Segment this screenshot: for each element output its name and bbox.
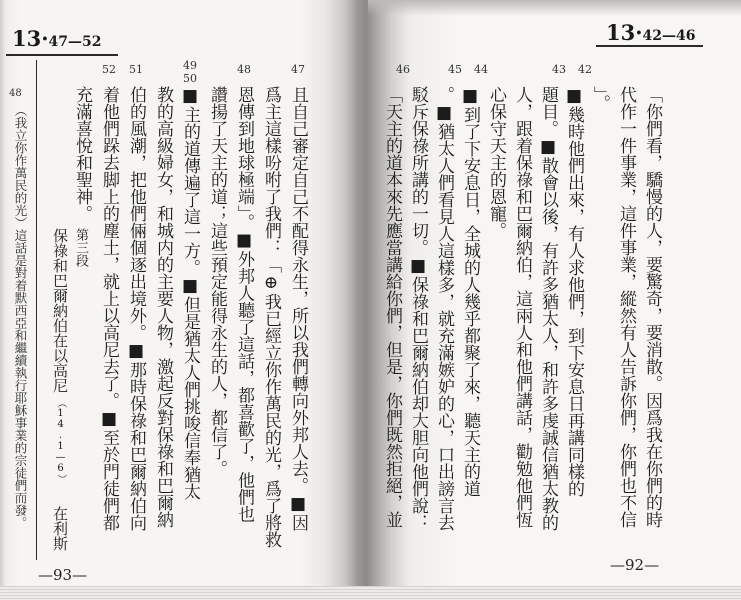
section-label: 第三段 bbox=[73, 228, 88, 267]
header-verse-range: 47—52 bbox=[48, 34, 102, 50]
verse-number: 45 bbox=[448, 63, 462, 76]
left-page bbox=[0, 0, 368, 600]
verse-number: 47 bbox=[291, 63, 305, 76]
text-column: ■幾時他們出來，有人求他們，到下安息日再講同樣的 bbox=[564, 86, 584, 497]
text-column: 「你們看，驕慢的人，要驚奇，要消散。因爲我在你們的時 bbox=[642, 86, 662, 528]
page-number: —92— bbox=[610, 556, 660, 574]
section-reference: （14.1—6） bbox=[55, 398, 66, 484]
text-column: 充滿喜悅和聖神。 bbox=[72, 86, 92, 222]
verse-number: 48 bbox=[237, 63, 251, 76]
text-column: 且自己審定自己不配得永生，所以我們轉向外邦人去。■因 bbox=[288, 86, 308, 531]
text-column: ■到了下安息日，全城的人幾乎都聚了來，聽天主的道 bbox=[460, 86, 480, 497]
text-column: 人，跟着保祿和巴爾納伯，這兩人和他們講話，勸勉他們恆 bbox=[512, 86, 532, 528]
verse-number: 46 bbox=[396, 63, 410, 76]
margin-rule bbox=[36, 60, 37, 560]
text-column: 題目。■散會以後，有許多猶太人，和許多虔誠信猶太教的 bbox=[538, 86, 558, 531]
margin-note-verse: 48 bbox=[9, 88, 22, 99]
header-chapter: 13· bbox=[606, 20, 643, 45]
verse-number: 51 bbox=[129, 63, 143, 76]
verse-number: 42 bbox=[578, 63, 592, 76]
text-column: 」。 bbox=[590, 86, 610, 112]
header-rule bbox=[6, 54, 118, 56]
text-column: 駁斥保祿所講的一切。■保祿和巴爾納伯却大胆向他們說： bbox=[408, 86, 428, 531]
header-verse-range: 42—46 bbox=[642, 28, 696, 44]
verse-number: 52 bbox=[102, 63, 116, 76]
next-section-title: 在利斯 bbox=[51, 506, 69, 551]
text-column: 代作一件事業，這件事業，縱然有人告訴你們，你們也不信 bbox=[616, 86, 636, 528]
section-title: 保祿和巴爾納伯在以高尼 bbox=[51, 228, 69, 393]
header-chapter: 13· bbox=[12, 26, 49, 51]
text-column: 恩傳到地球極端」。■外邦人聽了這話，都喜歡了，他們也 bbox=[234, 86, 254, 523]
text-column: 。■猶太人們看見人這樣多，就充滿嫉妒的心，口出謗言去 bbox=[434, 86, 454, 531]
verse-number: 50 bbox=[183, 72, 197, 85]
running-header bbox=[606, 20, 696, 45]
text-column: 「天主的道本來先應當講給你們，但是，你們既然拒絕，並 bbox=[382, 86, 402, 528]
text-column: 伯的風潮，把他們倆個逐出境外。■那時保祿和巴爾納伯向 bbox=[126, 86, 146, 531]
running-header bbox=[12, 26, 102, 51]
page-number: —93— bbox=[38, 566, 88, 584]
margin-note: （我立你作萬民的光）這話是對着默西亞和繼續執行耶穌事業的宗徒們而發。 bbox=[13, 104, 28, 529]
text-column: 爲主這樣吩咐了我們：「⊕我已經立你作萬民的光，爲了將救 bbox=[261, 86, 281, 548]
verse-number: 43 bbox=[552, 63, 566, 76]
text-column: 着他們跺去脚上的塵土，就上以高尼去了。■至於門徒們都 bbox=[99, 86, 119, 531]
text-column: 讚揚了天主的道；這些預定能得永生的人，都信了。 bbox=[207, 86, 227, 477]
right-page bbox=[368, 0, 741, 600]
header-rule bbox=[596, 45, 703, 47]
text-column: ■主的道傳遍了這一方。■但是猶太人們挑唆信奉猶太 bbox=[180, 86, 200, 500]
verse-number: 44 bbox=[474, 63, 488, 76]
verse-number: 49 bbox=[183, 59, 197, 72]
text-column: 教的高級婦女，和城内的主要人物，激起反對保祿和巴爾納 bbox=[153, 86, 173, 528]
text-column: 心保守天主的恩寵。 bbox=[486, 86, 506, 239]
